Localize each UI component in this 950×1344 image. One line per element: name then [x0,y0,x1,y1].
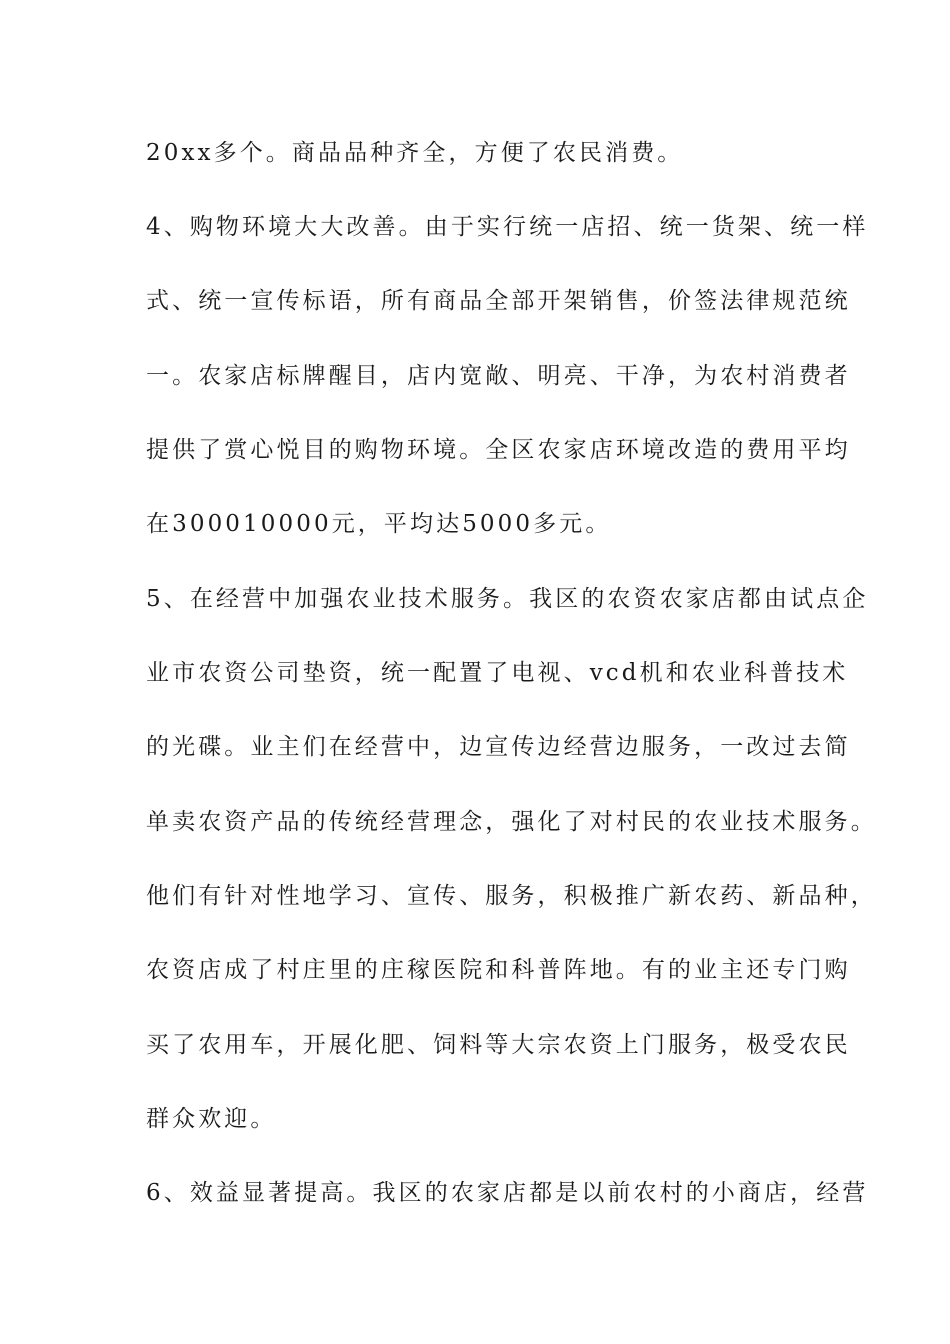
paragraph-line: 提供了赏心悦目的购物环境。全区农家店环境改造的费用平均 [146,437,851,463]
paragraph-line: 20xx多个。商品品种齐全，方便了农民消费。 [146,140,684,166]
paragraph-line: 6、效益显著提高。我区的农家店都是以前农村的小商店，经营 [146,1180,869,1206]
paragraph-line: 的光碟。业主们在经营中，边宣传边经营边服务，一改过去简 [146,734,851,760]
paragraph-line: 单卖农资产品的传统经营理念，强化了对村民的农业技术服务。 [146,809,877,835]
paragraph-line: 4、购物环境大大改善。由于实行统一店招、统一货架、统一样 [146,214,869,240]
paragraph-line: 在300010000元，平均达5000多元。 [146,511,612,537]
paragraph-line: 5、在经营中加强农业技术服务。我区的农资农家店都由试点企 [146,586,869,612]
paragraph-line: 他们有针对性地学习、宣传、服务，积极推广新农药、新品种， [146,883,877,909]
paragraph-line: 一。农家店标牌醒目，店内宽敞、明亮、干净，为农村消费者 [146,363,851,389]
paragraph-line: 业市农资公司垫资，统一配置了电视、vcd机和农业科普技术 [146,660,849,686]
paragraph-line: 农资店成了村庄里的庄稼医院和科普阵地。有的业主还专门购 [146,957,851,983]
paragraph-line: 式、统一宣传标语，所有商品全部开架销售，价签法律规范统 [146,288,851,314]
paragraph-line: 群众欢迎。 [146,1106,277,1132]
paragraph-line: 买了农用车，开展化肥、饲料等大宗农资上门服务，极受农民 [146,1032,851,1058]
